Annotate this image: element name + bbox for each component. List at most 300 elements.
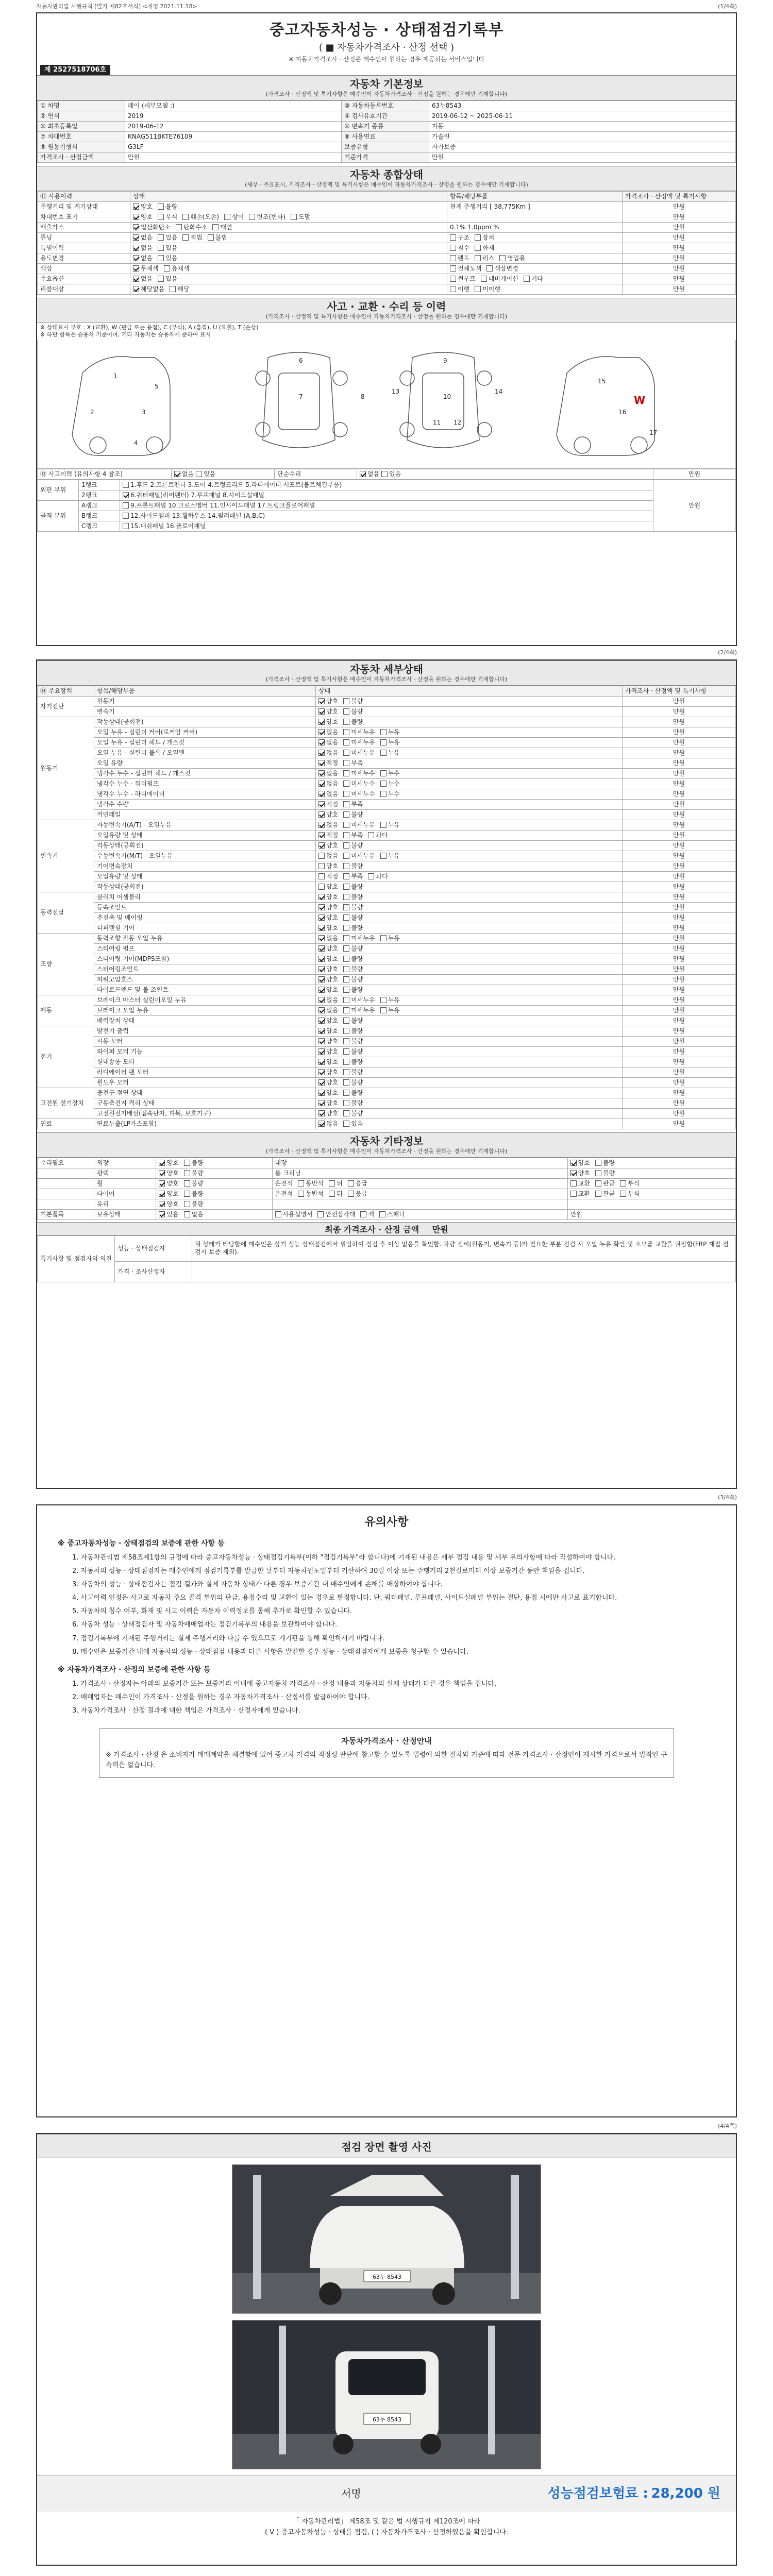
part-number: 2 bbox=[90, 409, 94, 416]
checkbox bbox=[298, 1180, 304, 1187]
summary-head-cell: ⑪ 사용이력 bbox=[38, 191, 130, 201]
etc-cell bbox=[38, 1178, 94, 1189]
part-number: 6 bbox=[299, 357, 303, 365]
summary-item: 튜닝 bbox=[38, 232, 130, 243]
outer-part-label: 외판 부위 bbox=[38, 480, 79, 500]
plate-text-1: 63누 8543 bbox=[372, 2274, 402, 2280]
checkbox bbox=[159, 1201, 165, 1207]
detail-state: 양호 불량 bbox=[316, 706, 623, 717]
summary-detail: 이행 미이행 bbox=[447, 284, 622, 294]
detail-item: 오일 누유 - 실린더 헤드 / 개스킷 bbox=[94, 737, 316, 748]
detail-row bbox=[38, 882, 736, 892]
checkbox bbox=[343, 945, 349, 952]
checkbox bbox=[329, 1191, 335, 1197]
detail-price: 만원 bbox=[623, 789, 736, 799]
checkbox bbox=[475, 245, 481, 251]
detail-price: 만원 bbox=[623, 1067, 736, 1077]
etc-row bbox=[38, 1209, 736, 1219]
basic-value: 레이 (세부모델 :) bbox=[125, 100, 342, 111]
checkbox bbox=[343, 1090, 349, 1096]
detail-row bbox=[38, 799, 736, 809]
checkbox bbox=[318, 904, 325, 910]
detail-item: 타이로드엔드 및 볼 조인트 bbox=[94, 985, 316, 995]
checkbox bbox=[318, 987, 325, 993]
etc-cell: 운전석 동반석 뒤 응급 bbox=[272, 1189, 567, 1199]
accident-price: 만원 bbox=[653, 469, 736, 479]
detail-row bbox=[38, 1077, 736, 1088]
inspection-photo-rear bbox=[232, 2320, 541, 2469]
basic-value: 2019-06-12 ~ 2025-06-11 bbox=[429, 111, 736, 121]
checkbox bbox=[318, 1121, 325, 1127]
checkbox bbox=[133, 286, 139, 292]
summary-note: (세부 · 주요표시, 가격조사 · 산정액 및 특기사항은 매수인이 자동차가격조사 · 산정을 원하는 경우에만 기재합니다) bbox=[245, 181, 528, 188]
basic-value: G3LF bbox=[125, 142, 342, 152]
sheet-header-2 bbox=[36, 649, 737, 656]
detail-row bbox=[38, 902, 736, 912]
detail-price: 만원 bbox=[623, 871, 736, 882]
summary-price: 만원 bbox=[623, 222, 736, 232]
special-table bbox=[37, 1235, 736, 1282]
detail-item: 충전구 절연 상태 bbox=[94, 1088, 316, 1098]
checkbox bbox=[475, 234, 481, 241]
document-number: 제 2527518706호 bbox=[40, 65, 110, 75]
checkbox bbox=[133, 234, 139, 241]
detail-price: 만원 bbox=[623, 840, 736, 851]
part-number: 17 bbox=[649, 429, 658, 437]
detail-price: 만원 bbox=[623, 758, 736, 768]
detail-price: 만원 bbox=[623, 717, 736, 727]
etc-cell: 양호 불량 bbox=[156, 1158, 272, 1168]
summary-item: 주행거리 및 계기상태 bbox=[38, 201, 130, 212]
detail-item: 냉각수 수량 bbox=[94, 799, 316, 809]
detail-state: 적정 부족 과다 bbox=[316, 871, 623, 882]
summary-row bbox=[38, 243, 736, 253]
checkbox bbox=[182, 214, 189, 220]
detail-state: 없음 있음 bbox=[316, 1118, 623, 1129]
summary-head-cell: 항목/해당부품 bbox=[447, 191, 622, 201]
rankA-parts: 9.프론트패널 10.크로스멤버 11.인사이드패널 17.트렁크플로어패널 bbox=[120, 500, 653, 511]
checkbox bbox=[158, 255, 164, 261]
car-front-photo bbox=[232, 2165, 541, 2314]
etc-row bbox=[38, 1158, 736, 1168]
detail-price: 만원 bbox=[623, 1098, 736, 1108]
checkbox bbox=[249, 214, 255, 220]
checkbox bbox=[158, 234, 164, 241]
detail-price: 만원 bbox=[623, 943, 736, 954]
detail-state: 양호 불량 bbox=[316, 1098, 623, 1108]
simple-repair-value: 없음 있음 bbox=[357, 469, 653, 479]
etc-cell: 사용설명서 안전삼각대 잭 스패너 bbox=[272, 1209, 567, 1219]
checkbox bbox=[318, 811, 325, 818]
checkbox bbox=[380, 750, 386, 756]
detail-item: 작동상태(공회전) bbox=[94, 717, 316, 727]
detail-group: 제동 bbox=[38, 995, 94, 1026]
checkbox bbox=[343, 904, 349, 910]
checkbox bbox=[184, 1170, 190, 1176]
checkbox bbox=[170, 286, 176, 292]
checkbox bbox=[570, 1160, 577, 1166]
detail-price: 만원 bbox=[623, 1088, 736, 1098]
checkbox bbox=[291, 214, 297, 220]
detail-state: 양호 불량 bbox=[316, 923, 623, 933]
car-rear-photo bbox=[232, 2320, 541, 2469]
notice-item: 1. 자동차관리법 제58조제1항의 규정에 따라 중고자동차성능 · 상태점검기록부(이하 "점검기록부"라 합니다)에 기재된 내용은 세부 점검 내용 및 세부 유의사항에 따라 작성하여야 합니다. bbox=[72, 1553, 616, 1562]
summary-price: 만원 bbox=[623, 243, 736, 253]
detail-item: 윈도우 모터 bbox=[94, 1077, 316, 1088]
detail-row bbox=[38, 758, 736, 768]
basic-label: ⑨ 원동기형식 bbox=[38, 142, 125, 152]
detail-group: 변속기 bbox=[38, 820, 94, 892]
accident-history-label: ⑬ 사고이력 (유의사항 4 참조) bbox=[38, 469, 172, 479]
checkbox bbox=[486, 265, 493, 272]
detail-item: 오일 누유 - 실린더 커버(로커암 커버) bbox=[94, 727, 316, 737]
detail-row bbox=[38, 1108, 736, 1118]
summary-price: 만원 bbox=[623, 201, 736, 212]
detail-state: 없음 미세누유 누유 bbox=[316, 933, 623, 943]
part-number: 13 bbox=[392, 388, 400, 396]
checkbox bbox=[318, 914, 325, 921]
etc-row bbox=[38, 1199, 736, 1209]
detail-price: 만원 bbox=[623, 727, 736, 737]
checkbox bbox=[481, 276, 487, 282]
basic-info-table bbox=[37, 100, 736, 163]
checkbox bbox=[343, 708, 349, 715]
etc-cell: 만원 bbox=[567, 1209, 735, 1219]
detail-band bbox=[37, 660, 736, 686]
page-number: (1/4쪽) bbox=[718, 3, 737, 10]
detail-head-cell: ⑭ 주요장치 bbox=[38, 686, 94, 696]
insurance-fee: 성능점검보험료 : 28,200 원 bbox=[547, 2486, 720, 2502]
detail-row bbox=[38, 1088, 736, 1098]
basic-value: 2019-06-12 bbox=[125, 121, 342, 131]
checkbox bbox=[343, 884, 349, 890]
photo-band bbox=[37, 2134, 736, 2158]
detail-price: 만원 bbox=[623, 1077, 736, 1088]
detail-item: 파워고압호스 bbox=[94, 974, 316, 985]
checkbox bbox=[348, 1180, 354, 1187]
checkbox bbox=[318, 791, 325, 797]
checkbox bbox=[450, 245, 456, 251]
etc-cell: 운전석 동반석 뒤 응급 bbox=[272, 1178, 567, 1189]
rank1-label: 1랭크 bbox=[79, 480, 120, 490]
checkbox bbox=[343, 863, 349, 869]
frame-part-label: 골격 부위 bbox=[38, 500, 79, 531]
detail-item: 스티어링 기어(MDPS포함) bbox=[94, 954, 316, 964]
summary-detail: 썬루프 네비게이션 기타 bbox=[447, 274, 622, 284]
checkbox bbox=[133, 224, 139, 230]
detail-price: 만원 bbox=[623, 861, 736, 871]
checkbox bbox=[380, 822, 386, 828]
checkbox bbox=[318, 1110, 325, 1116]
detail-item: 원동기 bbox=[94, 696, 316, 706]
checkbox bbox=[343, 914, 349, 921]
notice-item: 7. 점검기록부에 기재된 주행거리는 실제 주행거리와 다를 수 있으므로 계기판을 통해 확인하시기 바랍니다. bbox=[72, 1634, 385, 1642]
page-4 bbox=[36, 2133, 737, 2566]
checkbox bbox=[570, 1180, 577, 1187]
detail-price: 만원 bbox=[623, 974, 736, 985]
detail-row bbox=[38, 1098, 736, 1108]
summary-detail: 0.1% 1.0ppm % bbox=[447, 222, 622, 232]
rankC-parts: 15.대쉬패널 16.플로어패널 bbox=[120, 521, 653, 531]
etc-row bbox=[38, 1189, 736, 1199]
detail-item: 기어변속장치 bbox=[94, 861, 316, 871]
detail-row bbox=[38, 696, 736, 706]
detail-item: 변속기 bbox=[94, 706, 316, 717]
checkbox bbox=[318, 760, 325, 766]
basic-label: ② 연식 bbox=[38, 111, 125, 121]
summary-row bbox=[38, 284, 736, 294]
detail-state: 없음 미세누수 누수 bbox=[316, 789, 623, 799]
accident-legend bbox=[37, 323, 736, 340]
checkbox bbox=[380, 1007, 386, 1013]
signature-bar bbox=[37, 2476, 736, 2512]
detail-state: 양호 불량 bbox=[316, 809, 623, 820]
detail-item: 고전원전기배선(접속단자, 피복, 보호기구) bbox=[94, 1108, 316, 1118]
checkbox bbox=[318, 863, 325, 869]
inspector-opinion: 위 상태가 타당함에 매수인은 상기 성능 상태점검에서 위임하여 점검 후 이상 없음을 확인함. 차량 정비(원동기, 변속기 등)가 필요한 부분 점검 시 오일 누유 확인 및 소모품 교환을 권장함(FRP 재질 점검시 보증 제외). bbox=[192, 1235, 736, 1261]
detail-price: 만원 bbox=[623, 1118, 736, 1129]
part-number: 4 bbox=[134, 439, 138, 447]
detail-item: 발전기 출력 bbox=[94, 1026, 316, 1036]
etc-cell: 내장 bbox=[272, 1158, 567, 1168]
notice-item: 5. 자동차의 침수 여부, 화재 및 사고 이력은 자동차 이력정보를 통해 추가로 확인할 수 있습니다. bbox=[72, 1607, 352, 1616]
checkbox bbox=[318, 884, 325, 890]
detail-row bbox=[38, 974, 736, 985]
notice-section bbox=[37, 1505, 736, 1786]
summary-item: 리콜대상 bbox=[38, 284, 130, 294]
checkbox bbox=[318, 976, 325, 982]
detail-price: 만원 bbox=[623, 892, 736, 902]
summary-price: 만원 bbox=[623, 274, 736, 284]
checkbox bbox=[329, 1180, 335, 1187]
photo-title: 점검 장면 촬영 사진 bbox=[341, 2141, 432, 2153]
legend-codes: ※ 상태표시 부호 : X (교환), W (판금 또는 용접), C (부식), A (흠집), U (요철), T (손상) bbox=[40, 324, 259, 331]
detail-row bbox=[38, 830, 736, 840]
notice-title: 유의사항 bbox=[364, 1516, 409, 1529]
checkbox bbox=[184, 1180, 190, 1187]
checkbox bbox=[224, 214, 230, 220]
plate-text-2: 63누 8543 bbox=[372, 2416, 402, 2423]
checkbox bbox=[343, 842, 349, 849]
checkbox bbox=[318, 925, 325, 931]
summary-row bbox=[38, 253, 736, 263]
detail-state: 양호 불량 bbox=[316, 1108, 623, 1118]
checkbox bbox=[343, 760, 349, 766]
notice-item: 6. 자동차 성능 · 상태점검자 및 자동차매매업자는 점검기록부의 내용을 보관하여야 합니다. bbox=[72, 1621, 338, 1629]
detail-state: 양호 불량 bbox=[316, 696, 623, 706]
checkbox bbox=[380, 770, 386, 776]
detail-state: 양호 불량 bbox=[316, 840, 623, 851]
part-number: 14 bbox=[495, 388, 503, 396]
checkbox bbox=[343, 822, 349, 828]
detail-price: 만원 bbox=[623, 923, 736, 933]
special-inspector: 성능 · 상태점검자 bbox=[115, 1235, 192, 1261]
checkbox bbox=[620, 1191, 626, 1197]
summary-title: 자동차 종합상태 bbox=[349, 168, 424, 181]
detail-price: 만원 bbox=[623, 830, 736, 840]
checkbox bbox=[182, 234, 189, 241]
checkbox bbox=[133, 245, 139, 251]
detail-state: 양호 불량 bbox=[316, 892, 623, 902]
summary-item: 주요옵션 bbox=[38, 274, 130, 284]
etc-cell: 유리 bbox=[94, 1199, 156, 1209]
part-number: 7 bbox=[299, 393, 303, 401]
appraiser-opinion bbox=[192, 1261, 736, 1282]
checkbox bbox=[158, 276, 164, 282]
total-band bbox=[37, 1222, 736, 1235]
checkbox bbox=[343, 925, 349, 931]
checkbox bbox=[475, 255, 481, 261]
checkbox bbox=[318, 997, 325, 1003]
checkbox bbox=[176, 224, 182, 230]
notice-heading-2: ※ 자동차가격조사 · 산정의 보증에 관한 사항 등 bbox=[58, 1665, 211, 1674]
etc-cell: 교환 판금 부식 bbox=[567, 1178, 735, 1189]
detail-state: 없음 미세누유 누유 bbox=[316, 851, 623, 861]
detail-row bbox=[38, 717, 736, 727]
detail-row bbox=[38, 820, 736, 830]
checkbox bbox=[343, 1100, 349, 1106]
etc-band bbox=[37, 1132, 736, 1158]
checkbox bbox=[158, 214, 164, 220]
summary-detail: 현재 주행거리 [ 38,775Km ] bbox=[447, 201, 622, 212]
checkbox bbox=[275, 1211, 281, 1217]
checkbox bbox=[184, 1160, 190, 1166]
checkbox bbox=[318, 1059, 325, 1065]
footer-line-2: ( V ) 중고자동차성능 · 상태를 점검, ( ) 자동차가격조사 · 산정하였음을 확인합니다. bbox=[264, 2528, 509, 2536]
damage-mark: W bbox=[634, 394, 646, 407]
checkbox bbox=[595, 1170, 601, 1176]
summary-state: 양호 부식 훼손(오손) 상이 변조(변타) 도말 bbox=[130, 212, 447, 222]
checkbox bbox=[368, 832, 374, 838]
checkbox bbox=[318, 1079, 325, 1086]
std-label: 기준가격 bbox=[342, 152, 429, 162]
detail-price: 만원 bbox=[623, 1036, 736, 1046]
etc-cell: 보유상태 bbox=[94, 1209, 156, 1219]
detail-state: 없음 미세누유 누유 bbox=[316, 748, 623, 758]
title-block bbox=[37, 13, 736, 75]
etc-cell: 양호 불량 bbox=[156, 1168, 272, 1178]
basic-price-row bbox=[38, 152, 736, 162]
detail-row bbox=[38, 1046, 736, 1057]
detail-group: 연료 bbox=[38, 1118, 94, 1129]
std-value: 만원 bbox=[429, 152, 736, 162]
checkbox bbox=[318, 1048, 325, 1055]
detail-state: 없음 미세누유 누유 bbox=[316, 737, 623, 748]
notice-item: 1. 가격조사 · 산정자는 아래의 보증기간 또는 보증거리 이내에 중고자동차 가격조사 · 산정 내용과 자동차의 실제 상태가 다른 경우 책임을 집니다. bbox=[72, 1680, 497, 1688]
checkbox bbox=[343, 698, 349, 704]
checkbox bbox=[318, 1038, 325, 1044]
detail-state: 없음 미세누수 누수 bbox=[316, 768, 623, 778]
checkbox bbox=[450, 255, 456, 261]
checkbox bbox=[380, 935, 386, 941]
checkbox bbox=[380, 853, 386, 859]
footer-statement bbox=[37, 2512, 736, 2544]
summary-price: 만원 bbox=[623, 284, 736, 294]
checkbox bbox=[343, 1069, 349, 1075]
checkbox bbox=[343, 1048, 349, 1055]
detail-item: 동력조향 작동 오일 누유 bbox=[94, 933, 316, 943]
detail-state: 양호 불량 bbox=[316, 902, 623, 912]
basic-label: ⑥ 변속기 종류 bbox=[342, 121, 429, 131]
accident-band bbox=[37, 298, 736, 323]
checkbox bbox=[343, 894, 349, 900]
checkbox bbox=[343, 1007, 349, 1013]
summary-item: 색상 bbox=[38, 263, 130, 274]
basic-label: ⑧ 사용연료 bbox=[342, 131, 429, 142]
detail-state: 없음 미세누유 누유 bbox=[316, 995, 623, 1005]
detail-item: 자동변속기(A/T) - 오일누유 bbox=[94, 820, 316, 830]
summary-price: 만원 bbox=[623, 253, 736, 263]
checkbox bbox=[343, 873, 349, 879]
detail-row bbox=[38, 912, 736, 923]
detail-head bbox=[38, 686, 736, 696]
etc-cell: 기본품목 bbox=[38, 1209, 94, 1219]
summary-state: 무채색 유채색 bbox=[130, 263, 447, 274]
notice-list-1 bbox=[58, 1553, 715, 1657]
checkbox bbox=[343, 976, 349, 982]
checkbox bbox=[343, 770, 349, 776]
signature-label: 서명 bbox=[341, 2487, 361, 2500]
basic-info-band bbox=[37, 75, 736, 100]
summary-head-cell: 상태 bbox=[130, 191, 447, 201]
checkbox bbox=[450, 286, 456, 292]
basic-label: ⑦ 차대번호 bbox=[38, 131, 125, 142]
checkbox bbox=[343, 781, 349, 787]
detail-head-cell: 가격조사 · 산정액 및 특기사항 bbox=[623, 686, 736, 696]
checkbox bbox=[318, 729, 325, 735]
detail-row bbox=[38, 995, 736, 1005]
detail-price: 만원 bbox=[623, 809, 736, 820]
checkbox bbox=[164, 265, 170, 272]
checkbox bbox=[318, 945, 325, 952]
checkbox bbox=[318, 822, 325, 828]
checkbox bbox=[184, 1211, 190, 1217]
part-number: 9 bbox=[443, 357, 447, 365]
detail-row bbox=[38, 1015, 736, 1026]
etc-cell bbox=[38, 1199, 94, 1209]
summary-head bbox=[38, 191, 736, 201]
checkbox bbox=[318, 1069, 325, 1075]
checkbox bbox=[343, 1018, 349, 1024]
checkbox bbox=[159, 1170, 165, 1176]
detail-state: 없음 미세누유 누유 bbox=[316, 727, 623, 737]
detail-item: 라디에이터 팬 모터 bbox=[94, 1067, 316, 1077]
detail-price: 만원 bbox=[623, 1026, 736, 1036]
checkbox bbox=[318, 853, 325, 859]
detail-item: 냉각수 누수 - 라디에이터 bbox=[94, 789, 316, 799]
part-number: 10 bbox=[443, 393, 451, 401]
basic-info-title: 자동차 기본정보 bbox=[349, 78, 424, 90]
detail-state: 없음 미세누유 누유 bbox=[316, 820, 623, 830]
detail-price: 만원 bbox=[623, 964, 736, 974]
summary-state: 일산화탄소 탄화수소 매연 bbox=[130, 222, 447, 232]
checkbox bbox=[318, 956, 325, 962]
notice-item: 2. 매매업자는 매수인이 가격조사 · 산정을 원하는 경우 자동차가격조사 · 산정서를 발급하여야 합니다. bbox=[72, 1693, 369, 1701]
checkbox bbox=[159, 1211, 165, 1217]
page-number-3: (3/4쪽) bbox=[718, 1494, 737, 1501]
detail-row bbox=[38, 923, 736, 933]
detail-row bbox=[38, 768, 736, 778]
summary-row bbox=[38, 201, 736, 212]
checkbox bbox=[343, 853, 349, 859]
etc-row bbox=[38, 1178, 736, 1189]
etc-cell: 수리필요 bbox=[38, 1158, 94, 1168]
detail-item: 브레이크 오일 누유 bbox=[94, 1005, 316, 1015]
checkbox bbox=[343, 801, 349, 807]
detail-state: 양호 불량 bbox=[316, 861, 623, 871]
checkbox bbox=[318, 698, 325, 704]
checkbox bbox=[159, 1160, 165, 1166]
